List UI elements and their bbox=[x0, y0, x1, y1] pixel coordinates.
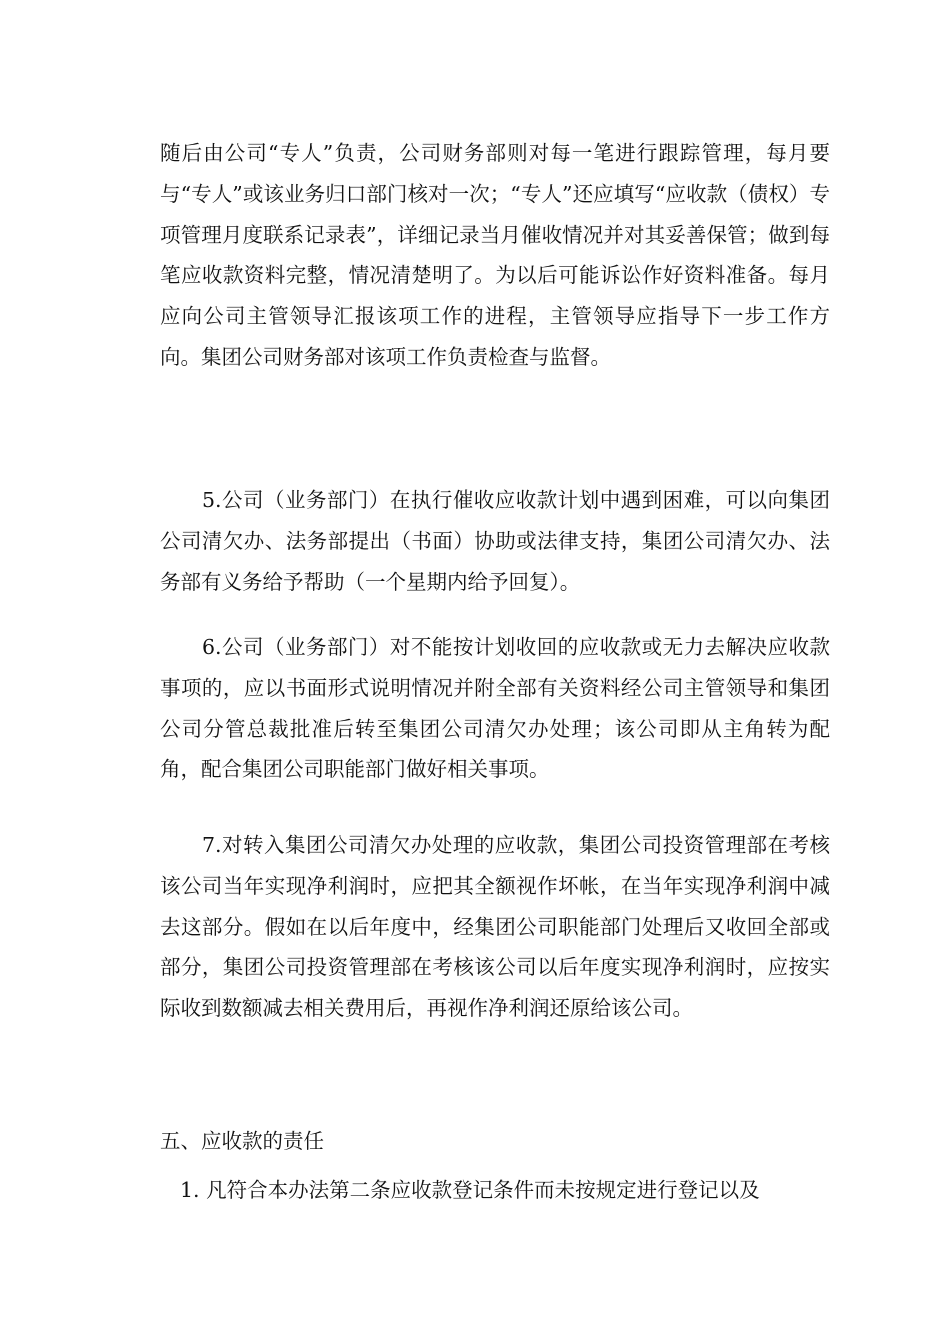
paragraph-item-7: 7.对转入集团公司清欠办处理的应收款，集团公司投资管理部在考核该公司当年实现净利润时，应把其全额视作坏帐，在当年实现净利润中减去这部分。假如在以后年度中，经集团公司职能部门处理后又收回全部或部分，集团公司投资管理部在考核该公司以后年度实现净利润时，应按实际收到数额减去相关费用后，再视作净利润还原给该公司。 bbox=[160, 833, 830, 1021]
paragraph-responsibility-item-1: 1. 凡符合本办法第二条应收款登记条件而未按规定进行登记以及 bbox=[180, 1178, 760, 1202]
paragraph-tracking-management: 随后由公司“专人”负责，公司财务部则对每一笔进行跟踪管理，每月要与“专人”或该业务归口部门核对一次；“专人”还应填写“应收款（债权）专项管理月度联系记录表”，详细记录当月催收情况并对其妥善保管；做到每笔应收款资料完整，情况清楚明了。为以后可能诉讼作好资料准备。每月应向公司主管领导汇报该项工作的进程，主管领导应指导下一步工作方向。集团公司财务部对该项工作负责检查与监督。 bbox=[160, 141, 830, 369]
paragraph-item-6: 6.公司（业务部门）对不能按计划收回的应收款或无力去解决应收款事项的，应以书面形式说明情况并附全部有关资料经公司主管领导和集团公司分管总裁批准后转至集团公司清欠办处理；该公司即从主角转为配角，配合集团公司职能部门做好相关事项。 bbox=[160, 635, 830, 782]
paragraph-item-5: 5.公司（业务部门）在执行催收应收款计划中遇到困难，可以向集团公司清欠办、法务部提出（书面）协助或法律支持，集团公司清欠办、法务部有义务给予帮助（一个星期内给予回复）。 bbox=[160, 488, 830, 594]
section-heading-responsibility: 五、应收款的责任 bbox=[160, 1129, 324, 1153]
